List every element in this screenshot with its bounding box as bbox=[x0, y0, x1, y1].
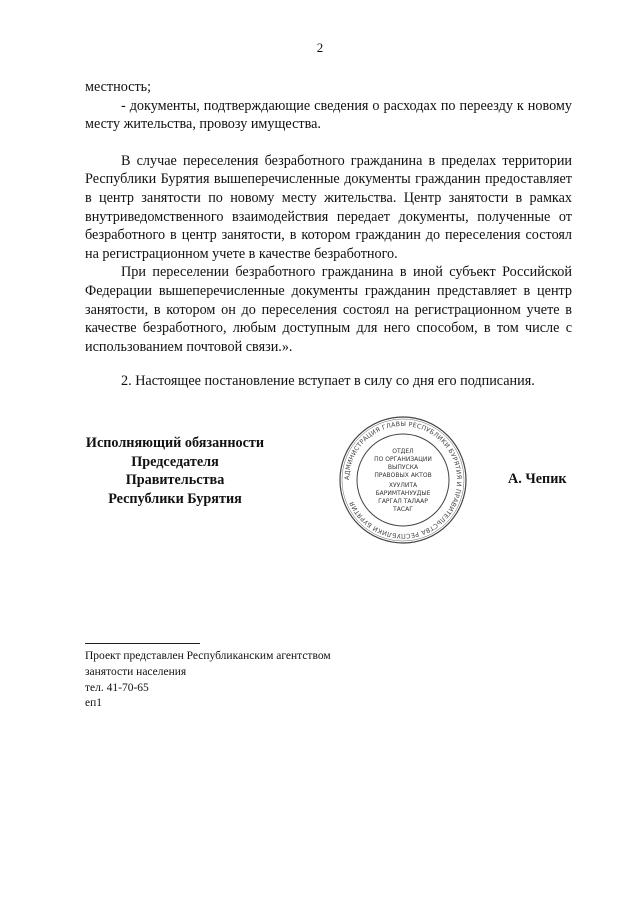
footnote-divider bbox=[85, 643, 200, 644]
seal-text: ХУУЛИТА bbox=[388, 482, 418, 489]
paragraph-relocation-within-region: В случае переселения безработного гражданина в пределах территории Республики Бурятия вышеперечисленные документы гражданин предоставляет в центр занятости по новому месту жительства. Центр занятости в рамках внутриведомственного взаимодействия передает документы, полученные от безработного в центр занятости, в котором гражданин до переселения состоял на регистрационном учете в качестве безработного. bbox=[85, 152, 572, 262]
footnote-line: занятости населения bbox=[85, 666, 187, 678]
page-number: 2 bbox=[316, 40, 324, 55]
document-code: еп1 bbox=[85, 697, 103, 709]
seal-text: БАРИМТАНУУДЫЕ bbox=[375, 490, 431, 497]
signatory-title-line: Председателя Правительства bbox=[125, 453, 225, 489]
footnote-phone: тел. 41-70-65 bbox=[85, 682, 149, 694]
svg-text:АДМИНИСТРАЦИЯ ГЛАВЫ РЕСПУБЛИКИ bbox=[344, 421, 462, 539]
seal-ring-text: АДМИНИСТРАЦИЯ ГЛАВЫ РЕСПУБЛИКИ БУРЯТИЯ И ПРАВИТЕЛЬСТВА РЕСПУБЛИКИ БУРЯТИЯ bbox=[343, 420, 463, 540]
signatory-title-line: Республики Бурятия bbox=[108, 490, 242, 507]
paragraph-relocation-other-subject: При переселении безработного гражданина в иной субъект Российской Федерации вышеперечисленные документы гражданин представляет в центр занятости, в котором он до переселения состоял на регистрационном учете в качестве безработного, любым доступным для него способом, в том числе с использованием почтовой связи.». bbox=[85, 264, 572, 355]
footnote-line: Проект представлен Республиканским агентством bbox=[85, 650, 331, 662]
signatory-title bbox=[85, 434, 265, 508]
seal-text: ТАСАГ bbox=[393, 506, 413, 513]
seal-text: ГАРГАЛ ТАЛААР bbox=[378, 498, 428, 505]
signatory-name: А. Чепик bbox=[508, 471, 567, 487]
paragraph-effective-date: 2. Настоящее постановление вступает в силу со дня его подписания. bbox=[121, 373, 535, 390]
seal-text: ВЫПУСКА bbox=[387, 464, 419, 471]
paragraph-continuation: местность; bbox=[85, 79, 152, 95]
paragraph-documents-list-item: - документы, подтверждающие сведения о расходах по переезду к новому месту жительства, провозу имущества. bbox=[85, 97, 572, 133]
seal-text: ПРАВОВЫХ АКТОВ bbox=[374, 472, 432, 479]
seal-text: ОТДЕЛ bbox=[392, 448, 414, 455]
footnote bbox=[85, 648, 331, 696]
signatory-title-line: Исполняющий обязанности bbox=[85, 435, 265, 451]
seal-text: ПО ОРГАНИЗАЦИИ bbox=[374, 456, 432, 463]
document-body bbox=[85, 78, 572, 391]
official-seal bbox=[338, 415, 468, 545]
